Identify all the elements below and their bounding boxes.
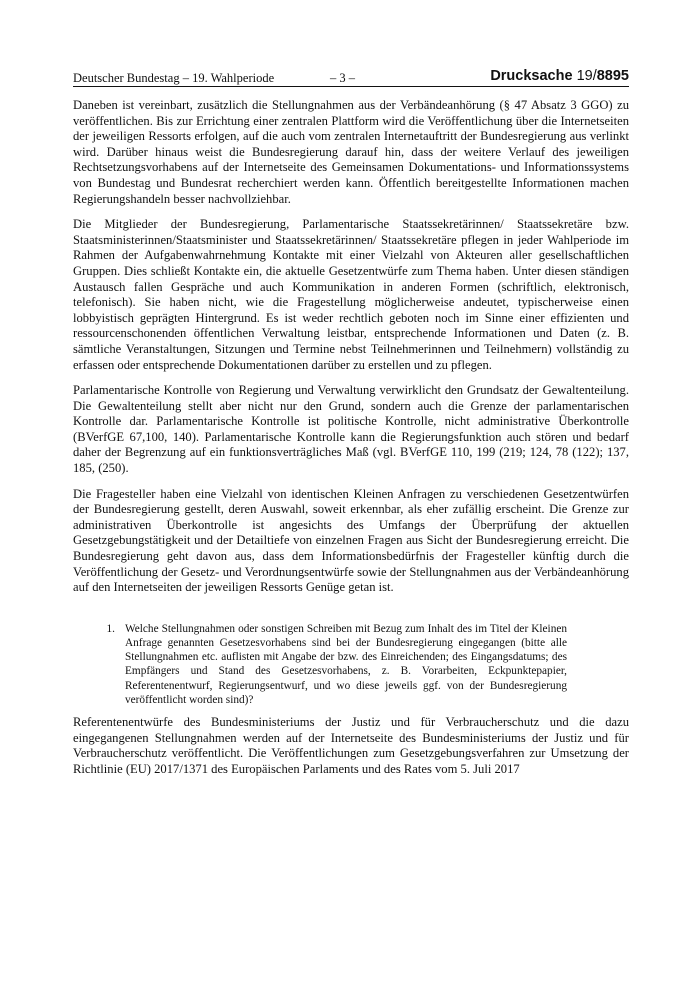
document-body [73, 98, 629, 787]
drucksache-number: 8895 [596, 68, 629, 84]
header-page-number: – 3 – [330, 71, 355, 85]
question-block [73, 622, 629, 707]
answer-paragraph: Referentenentwürfe des Bundesministeriums der Justiz und für Verbraucherschutz und die dazu eingegangenen Stellungnahmen werden auf der Internetseite des Bundesministeriums der Justiz und für Verbraucherschutz veröffentlicht. Die Veröffentlichungen zum Gesetzgebungsverfahren zur Umsetzung der Richtlinie (EU) 2017/1371 des Europäischen Parlaments und des Rates vom 5. Juli 2017 [73, 715, 629, 776]
paragraph: Die Mitglieder der Bundesregierung, Parlamentarische Staatssekretärinnen/ Staatssekretäre bzw. Staatsministerinnen/Staatsminister und Staatssekretärinnen/ Staatssekretäre pflegen in jeder Wahlperiode im Rahmen der Aufgabenwahrnehmung Kontakte mit einer Vielzahl von Akteuren aller gesellschaftlichen Gruppen. Dies schließt Kontakte ein, die aktuelle Gesetzentwürfe zum Thema haben. Unter diesen ständigen Austausch fallen Gespräche und auch Kommunikation in anderen Formen (schriftlich, elektronisch, telefonisch). Sie haben nicht, wie die Fragestellung möglicherweise andeutet, typischerweise einen lobbyistisch geprägten Hintergrund. Es ist weder rechtlich geboten noch im Sinne einer effizienten und ressourcenschonenden öffentlichen Verwaltung leistbar, entsprechende Informationen und Daten (z. B. sämtliche Veranstaltungen, Sitzungen und Termine nebst Teilnehmerinnen und Teilnehmern) vollständig zu erfassen oder entsprechende Dokumentationen darüber zu erstellen und zu pflegen. [73, 217, 629, 372]
header-rule [73, 86, 629, 87]
header-parliament: Deutscher Bundestag – 19. Wahlperiode [73, 71, 275, 85]
drucksache-label: Drucksache [490, 68, 573, 84]
question-text: Welche Stellungnahmen oder sonstigen Schreiben mit Bezug zum Inhalt des im Titel der Kleinen Anfrage genannten Gesetzesvorhabens sind bei der Bundesregierung eingegangen (bitte alle Stellungnahmen etc. auflisten mit Angabe der bzw. des Einreichenden; des Eingangsdatums; des Empfängers und Stand des Gesetzesvorhabens, z. B. Vorarbeiten, Eckpunktepapier, Referentenentwurf, Regierungsentwurf, und wo diese jeweils ggf. von der Bundesregierung veröffentlicht worden sind)? [125, 622, 567, 706]
paragraph: Die Fragesteller haben eine Vielzahl von identischen Kleinen Anfragen zu verschiedenen Gesetzentwürfen der Bundesregierung gestellt, deren Auswahl, soweit erkennbar, als eher zufällig erscheint. Die Grenze zur administrativen Überkontrolle ist angesichts des Umfangs der Überprüfung der aktuellen Gesetzgebungstätigkeit und der Detailtiefe von einzelnen Fragen aus Sicht der Bundesregierung erreicht. Die Bundesregierung geht davon aus, dass dem Informationsbedürfnis der Fragesteller künftig durch die Veröffentlichung der Gesetz- und Verordnungsentwürfe sowie der Stellungnahmen aus der Verbändeanhörung auf den Internetseiten der jeweiligen Ressorts Genüge getan ist. [73, 486, 629, 595]
page-header [73, 68, 629, 88]
question-number: 1. [106, 622, 115, 635]
paragraph: Daneben ist vereinbart, zusätzlich die Stellungnahmen aus der Verbändeanhörung (§ 47 Absatz 3 GGO) zu veröffentlichen. Bis zur Errichtung einer zentralen Plattform wird die Veröffentlichung über die Internetseiten der jeweiligen Ressorts erfolgen, auf die auch vom zentralen Internetauftritt der Bundesregierung aus verlinkt wird. Darüber hinaus weist die Bundesregierung darauf hin, dass der weitere Verlauf des jeweiligen Rechtsetzungsvorhabens auf der Internetseite des Gemeinsamen Dokumentations- und Informationssystems von Bundestag und Bundesrat recherchiert werden kann. Öffentlich bereitgestellte Informationen machen Regierungshandeln besser nachvollziehbar. [73, 98, 629, 206]
paragraph: Parlamentarische Kontrolle von Regierung und Verwaltung verwirklicht den Grundsatz der Gewaltenteilung. Die Gewaltenteilung stellt aber nicht nur den Grund, sondern auch die Grenze der parlamentarischen Kontrolle dar. Parlamentarische Kontrolle ist politische Kontrolle, nicht administrative Überkontrolle (BVerfGE 67,100, 140). Parlamentarische Kontrolle kann die Regierungsfunktion auch stören und bedarf daher der Begrenzung auf ein funktionsverträgliches Maß (vgl. BVerfGE 110, 199 (219; 124, 78 (122); 137, 185, (250). [73, 383, 629, 476]
drucksache-prefix: 19/ [576, 68, 597, 84]
header-drucksache [490, 68, 629, 84]
